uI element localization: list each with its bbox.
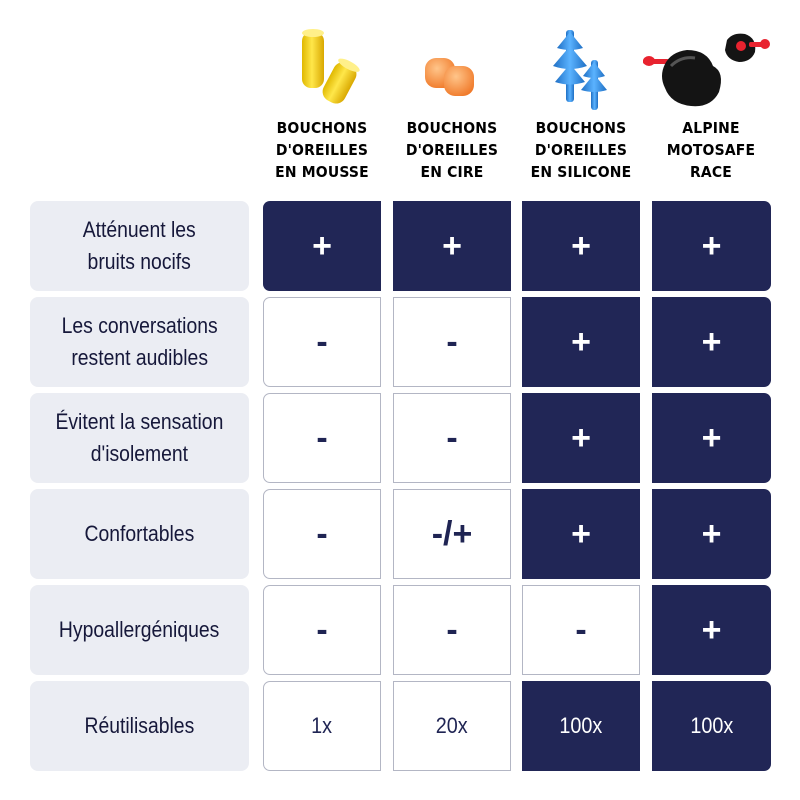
product-title-wax: BOUCHONS D'OREILLES EN CIRE — [405, 119, 499, 181]
cell-reusable-silicone: 100x — [522, 681, 640, 771]
cell-hypoallergenic-foam: - — [263, 585, 381, 675]
product-title-silicone: BOUCHONS D'OREILLES EN SILICONE — [530, 119, 632, 181]
cell-hypoallergenic-wax: - — [393, 585, 511, 675]
blue-silicone-earplugs-icon — [521, 20, 641, 115]
cell-comfort-silicone: + — [522, 489, 640, 579]
row-label-noise: Atténuent les bruits nocifs — [30, 201, 249, 291]
alpine-motosafe-earplugs-icon — [641, 20, 771, 115]
cell-noise-wax: + — [393, 201, 511, 291]
row-label-hypoallergenic: Hypoallergéniques — [30, 585, 249, 675]
cell-reusable-alpine: 100x — [652, 681, 771, 771]
cell-reusable-wax: 20x — [393, 681, 511, 771]
cell-isolation-foam: - — [263, 393, 381, 483]
cell-isolation-silicone: + — [522, 393, 640, 483]
product-title-foam: BOUCHONS D'OREILLES EN MOUSSE — [275, 119, 369, 181]
cell-comfort-wax: -/+ — [393, 489, 511, 579]
product-column-silicone — [521, 20, 641, 190]
cell-hypoallergenic-silicone: - — [522, 585, 640, 675]
cell-noise-silicone: + — [522, 201, 640, 291]
row-label-conversations: Les conversations restent audibles — [30, 297, 249, 387]
cell-noise-alpine: + — [652, 201, 771, 291]
cell-comfort-alpine: + — [652, 489, 771, 579]
product-column-alpine — [651, 20, 771, 190]
cell-noise-foam: + — [263, 201, 381, 291]
product-column-foam — [262, 20, 382, 190]
product-column-wax — [392, 20, 512, 190]
yellow-foam-earplugs-icon — [262, 20, 382, 115]
cell-hypoallergenic-alpine: + — [652, 585, 771, 675]
row-label-comfort: Confortables — [30, 489, 249, 579]
cell-reusable-foam: 1x — [263, 681, 381, 771]
product-title-alpine: ALPINE MOTOSAFE RACE — [666, 119, 756, 181]
row-label-reusable: Réutilisables — [30, 681, 249, 771]
cell-conversations-alpine: + — [652, 297, 771, 387]
cell-conversations-wax: - — [393, 297, 511, 387]
row-label-isolation: Évitent la sensation d'isolement — [30, 393, 249, 483]
cell-conversations-foam: - — [263, 297, 381, 387]
cell-isolation-alpine: + — [652, 393, 771, 483]
cell-isolation-wax: - — [393, 393, 511, 483]
cell-comfort-foam: - — [263, 489, 381, 579]
cell-conversations-silicone: + — [522, 297, 640, 387]
orange-wax-earplugs-icon — [392, 20, 512, 115]
